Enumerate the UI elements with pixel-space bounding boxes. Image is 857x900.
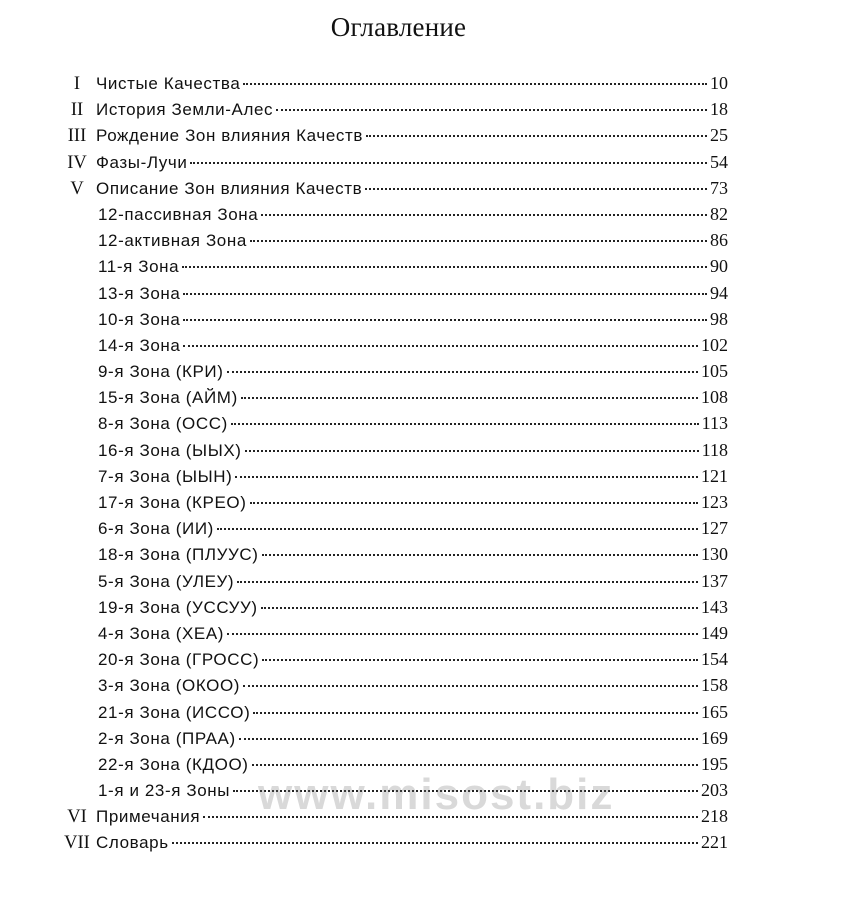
- dot-leader: [252, 764, 698, 766]
- dot-leader: [243, 685, 698, 687]
- toc-entry-title: 18-я Зона (ПЛУУС): [98, 545, 259, 565]
- dot-leader: [239, 738, 698, 740]
- toc-entry-number: I: [73, 74, 81, 94]
- dot-leader: [365, 188, 707, 190]
- toc-entry-number: III: [67, 126, 87, 147]
- toc-entry[interactable]: [58, 227, 728, 253]
- dot-leader: [182, 266, 707, 268]
- toc-entry-title: 7-я Зона (ЫЫН): [98, 466, 233, 486]
- toc-entry[interactable]: [58, 332, 728, 358]
- dot-leader: [261, 607, 698, 609]
- toc-entry[interactable]: [58, 201, 728, 227]
- toc-entry[interactable]: [58, 306, 728, 332]
- dot-leader: [190, 162, 707, 164]
- toc-entry[interactable]: [58, 384, 728, 410]
- toc-entry[interactable]: [58, 829, 728, 855]
- toc-entry-number: V: [70, 178, 84, 199]
- toc-entry[interactable]: [58, 96, 728, 122]
- watermark: www.misost.biz: [258, 770, 615, 819]
- toc-entry-title: 10-я Зона: [98, 309, 181, 329]
- toc-entry-page: 82: [710, 203, 728, 224]
- toc-entry-title: 5-я Зона (УЛЕУ): [98, 571, 235, 591]
- toc-entry-page: 94: [710, 282, 728, 303]
- toc-entry[interactable]: [58, 280, 728, 306]
- toc-entry-title: 14-я Зона: [98, 335, 181, 355]
- page-title: Оглавление: [330, 12, 467, 42]
- toc-entry-title: 21-я Зона (ИССО): [98, 702, 251, 722]
- toc-entry-title: 11-я Зона: [98, 257, 180, 277]
- toc-entry[interactable]: [58, 594, 728, 620]
- toc-entry-page: 10: [710, 73, 728, 93]
- toc-entry-page: 54: [710, 151, 728, 172]
- dot-leader: [227, 371, 698, 373]
- toc-entry-page: 105: [701, 361, 728, 382]
- table-of-contents: [58, 70, 728, 856]
- toc-entry[interactable]: [58, 646, 728, 672]
- toc-entry[interactable]: [58, 463, 728, 489]
- toc-entry-page: 149: [701, 622, 728, 643]
- toc-entry-title: 8-я Зона (ОСС): [98, 414, 228, 434]
- toc-entry-title: 17-я Зона (КРЕО): [98, 493, 247, 512]
- dot-leader: [250, 502, 698, 504]
- toc-entry-page: 130: [701, 544, 728, 565]
- toc-entry-title: 6-я Зона (ИИ): [98, 519, 214, 539]
- toc-entry-title: Описание Зон влияния Качеств: [96, 178, 363, 198]
- dot-leader: [235, 476, 698, 478]
- toc-entry-title: Рождение Зон влияния Качеств: [96, 126, 363, 146]
- dot-leader: [172, 842, 698, 844]
- toc-entry[interactable]: [58, 568, 728, 594]
- toc-entry-title: 4-я Зона (ХЕА): [98, 623, 225, 643]
- toc-entry-page: 203: [701, 780, 728, 801]
- toc-entry[interactable]: [58, 437, 728, 463]
- toc-entry[interactable]: [58, 777, 728, 803]
- toc-entry-number: VII: [64, 833, 90, 854]
- dot-leader: [233, 790, 698, 792]
- toc-entry-page: 195: [701, 753, 728, 774]
- toc-entry-title: Словарь: [96, 833, 169, 853]
- toc-entry-page: 143: [701, 596, 728, 617]
- toc-entry-title: 1-я и 23-я Зоны: [98, 781, 231, 801]
- toc-entry[interactable]: [58, 699, 728, 725]
- toc-entry-page: 18: [710, 99, 728, 120]
- toc-entry[interactable]: [58, 751, 728, 777]
- toc-entry-page: 123: [701, 492, 728, 512]
- dot-leader: [217, 528, 698, 530]
- toc-entry-page: 127: [701, 518, 728, 539]
- dot-leader: [231, 423, 699, 425]
- dot-leader: [253, 712, 698, 714]
- toc-entry-page: 113: [701, 413, 728, 434]
- dot-leader: [183, 319, 707, 321]
- toc-entry-page: 25: [710, 125, 728, 146]
- toc-entry-page: 121: [701, 465, 728, 486]
- toc-entry-title: 22-я Зона (КДОО): [98, 754, 249, 774]
- toc-entry-number: VI: [67, 807, 87, 828]
- toc-entry-page: 108: [701, 387, 728, 408]
- dot-leader: [262, 554, 698, 556]
- toc-entry-title: 9-я Зона (КРИ): [98, 362, 224, 382]
- toc-entry-title: 2-я Зона (ПРАА): [98, 728, 236, 748]
- dot-leader: [183, 345, 698, 347]
- toc-entry-title: Фазы-Лучи: [96, 152, 188, 172]
- dot-leader: [203, 816, 698, 818]
- toc-entry-page: 73: [710, 177, 728, 198]
- dot-leader: [227, 633, 698, 635]
- toc-entry-page: 90: [710, 256, 728, 277]
- toc-entry[interactable]: [58, 672, 728, 698]
- toc-entry-page: 137: [701, 570, 728, 591]
- toc-entry-page: 158: [701, 675, 728, 696]
- toc-entry[interactable]: [58, 70, 728, 96]
- toc-entry-title: 15-я Зона (АЙМ): [98, 388, 238, 408]
- toc-entry-page: 169: [701, 727, 728, 748]
- toc-entry-title: 19-я Зона (УССУУ): [98, 597, 258, 617]
- toc-entry[interactable]: [58, 515, 728, 541]
- dot-leader: [262, 659, 698, 661]
- toc-entry[interactable]: [58, 410, 728, 436]
- toc-entry-title: 13-я Зона: [98, 283, 181, 303]
- toc-entry[interactable]: [58, 725, 728, 751]
- toc-entry[interactable]: [58, 122, 728, 148]
- toc-entry[interactable]: [58, 149, 728, 175]
- dot-leader: [250, 240, 707, 242]
- toc-entry-page: 221: [701, 832, 728, 853]
- toc-entry-page: 165: [701, 701, 728, 722]
- toc-entry-page: 98: [710, 308, 728, 329]
- toc-entry-title: История Земли-Алес: [96, 100, 274, 120]
- toc-entry-number: II: [70, 100, 84, 121]
- toc-entry-page: 118: [701, 439, 728, 460]
- toc-entry-page: 218: [701, 806, 728, 827]
- toc-entry[interactable]: [58, 358, 728, 384]
- dot-leader: [237, 581, 698, 583]
- dot-leader: [276, 109, 707, 111]
- dot-leader: [241, 397, 698, 399]
- toc-entry-title: 20-я Зона (ГРОСС): [98, 650, 260, 670]
- dot-leader: [261, 214, 707, 216]
- toc-entry-title: 16-я Зона (ЫЫХ): [98, 440, 242, 460]
- toc-entry[interactable]: [58, 620, 728, 646]
- toc-entry[interactable]: [58, 541, 728, 567]
- toc-entry[interactable]: [58, 803, 728, 829]
- toc-entry-title: 3-я Зона (ОКОО): [98, 676, 241, 696]
- toc-entry-page: 86: [710, 230, 728, 251]
- toc-entry-page: 154: [701, 649, 728, 670]
- dot-leader: [243, 83, 707, 85]
- toc-entry[interactable]: [58, 175, 728, 201]
- dot-leader: [183, 293, 707, 295]
- toc-entry-title: Чистые Качества: [96, 74, 241, 93]
- dot-leader: [245, 450, 699, 452]
- toc-entry[interactable]: [58, 489, 728, 515]
- toc-entry-title: Примечания: [96, 807, 201, 827]
- toc-entry-title: 12-активная Зона: [98, 231, 247, 251]
- toc-entry-title: 12-пассивная Зона: [98, 204, 259, 224]
- dot-leader: [366, 135, 707, 137]
- toc-entry[interactable]: [58, 253, 728, 279]
- toc-entry-page: 102: [701, 334, 728, 355]
- toc-entry-number: IV: [67, 152, 87, 173]
